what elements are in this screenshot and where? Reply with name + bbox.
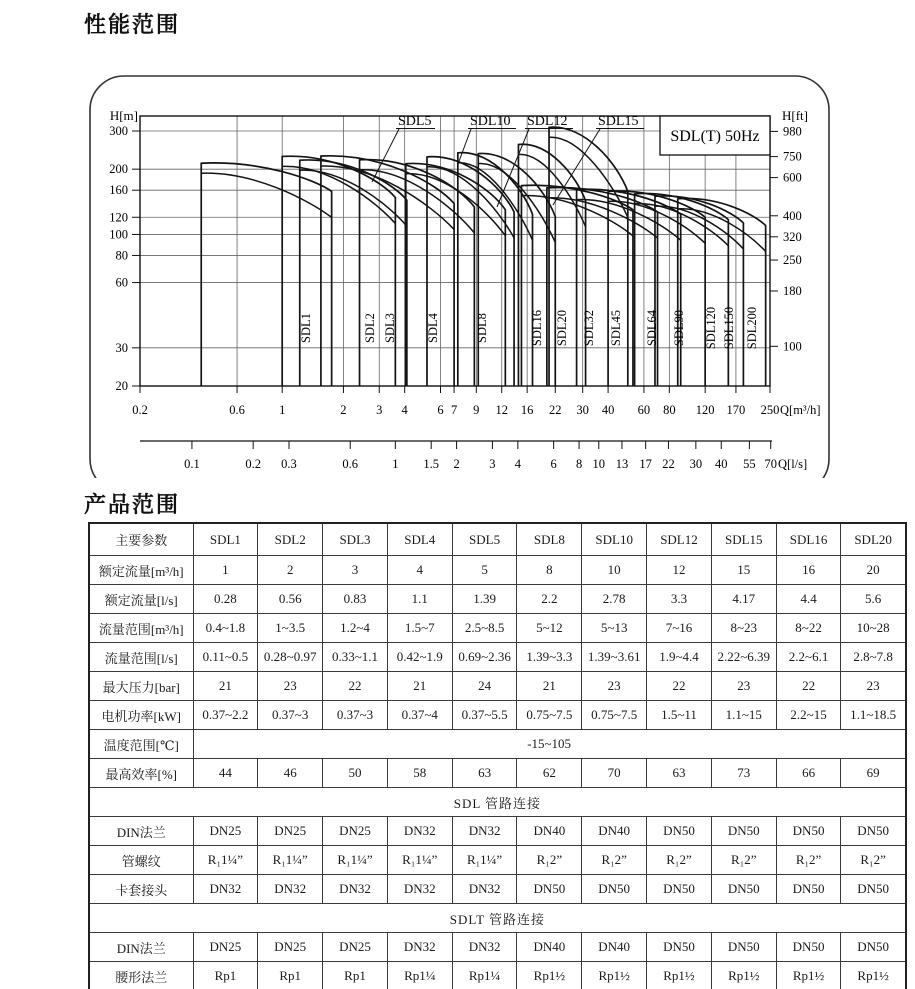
- value-cell: 7~16: [647, 614, 712, 643]
- callout-label-sdl5: SDL5: [398, 114, 432, 129]
- value-cell: DN25: [193, 817, 258, 846]
- y-tick-label-right: 980: [783, 124, 802, 139]
- value-cell: 5~13: [582, 614, 647, 643]
- value-cell: 0.37~4: [387, 701, 452, 730]
- row-label: 腰形法兰: [89, 962, 193, 989]
- value-cell: 1.5~11: [647, 701, 712, 730]
- value-cell: Rp1¼: [387, 962, 452, 989]
- value-cell: 23: [841, 672, 906, 701]
- pump-envelope-sdl16: [478, 153, 555, 386]
- pump-envelope-sdl20: [549, 127, 628, 386]
- value-cell: 0.37~3: [258, 701, 323, 730]
- value-cell: DN50: [841, 933, 906, 962]
- pump-envelope-sdl90: [608, 191, 705, 386]
- value-cell: 58: [387, 759, 452, 788]
- x-tick-label-m3h: 30: [576, 403, 589, 417]
- x-tick-label-ls: 55: [743, 457, 756, 471]
- value-cell: DN50: [841, 875, 906, 904]
- table-row: [89, 672, 906, 701]
- x-tick-label-ls: 13: [615, 457, 629, 471]
- y-axis-left-title: H[m]: [109, 108, 138, 123]
- x-tick-label-m3h: 4: [401, 403, 408, 417]
- callout-label-sdl10: SDL10: [470, 114, 511, 129]
- curve-label-sdl45: SDL45: [609, 309, 623, 347]
- value-cell: DN32: [452, 875, 517, 904]
- model-header: SDL1: [193, 523, 258, 556]
- callout-label-sdl12: SDL12: [527, 114, 568, 129]
- value-cell: DN40: [582, 817, 647, 846]
- value-cell: 24: [452, 672, 517, 701]
- x-tick-label-m3h: 40: [601, 403, 615, 417]
- value-cell: 4: [387, 556, 452, 585]
- value-cell: R₁1¼”: [452, 846, 517, 875]
- value-cell: 0.33~1.1: [323, 643, 388, 672]
- value-cell: DN50: [517, 875, 582, 904]
- value-cell: DN32: [387, 933, 452, 962]
- y-tick-label-left: 30: [115, 340, 128, 355]
- x-tick-label-ls: 0.3: [281, 457, 297, 471]
- row-label: 最大压力[bar]: [89, 672, 193, 701]
- x-tick-label-ls: 40: [715, 457, 728, 471]
- value-cell: 22: [776, 672, 841, 701]
- curve-label-sdl64: SDL64: [645, 309, 659, 347]
- value-cell: R₁1¼”: [323, 846, 388, 875]
- model-header: SDL10: [582, 523, 647, 556]
- x-tick-label-ls: 1: [392, 457, 399, 471]
- curve-label-sdl200: SDL200: [745, 306, 759, 350]
- value-cell: 0.42~1.9: [387, 643, 452, 672]
- value-cell: 63: [452, 759, 517, 788]
- value-cell: 1.39~3.61: [582, 643, 647, 672]
- product-section-title: 产品范围: [84, 493, 181, 518]
- value-cell: R₁2”: [841, 846, 906, 875]
- value-cell: 50: [323, 759, 388, 788]
- chart-corner-label: SDL(T) 50Hz: [670, 128, 760, 145]
- performance-chart: [0, 38, 915, 478]
- performance-section-title: 性能范围: [84, 13, 181, 38]
- value-cell: 63: [647, 759, 712, 788]
- x-tick-label-ls: 0.2: [245, 457, 261, 471]
- table-row: [89, 817, 906, 846]
- value-cell: 1.1~18.5: [841, 701, 906, 730]
- x-tick-label-ls: 3: [489, 457, 496, 471]
- model-header: SDL15: [711, 523, 776, 556]
- y-tick-label-left: 300: [109, 124, 128, 138]
- curve-label-sdl90: SDL90: [672, 309, 686, 347]
- table-row: [89, 846, 906, 875]
- value-cell: DN40: [517, 933, 582, 962]
- value-cell: 1: [193, 556, 258, 585]
- curve-label-sdl1: SDL1: [299, 313, 313, 343]
- value-cell: DN50: [647, 933, 712, 962]
- pump-envelope-sdl1: [201, 163, 331, 386]
- pump-envelope-sdl15: [518, 144, 585, 386]
- value-cell: 0.28: [193, 585, 258, 614]
- pump-envelope-sdl8: [406, 163, 506, 386]
- pump-envelope-sdl200: [678, 198, 766, 386]
- value-cell: 69: [841, 759, 906, 788]
- value-cell: DN50: [776, 933, 841, 962]
- x-tick-label-m3h: 22: [549, 403, 562, 417]
- curve-label-sdl32: SDL32: [582, 309, 596, 347]
- value-cell: 23: [258, 672, 323, 701]
- x-tick-label-ls: 30: [689, 457, 703, 471]
- y-tick-label-right: 250: [783, 253, 802, 268]
- product-range-table: [88, 522, 907, 989]
- value-cell: 1.9~4.4: [647, 643, 712, 672]
- x-tick-label-m3h: 9: [473, 403, 480, 417]
- value-cell: DN40: [517, 817, 582, 846]
- model-header: SDL16: [776, 523, 841, 556]
- value-cell: 1.1: [387, 585, 452, 614]
- curve-label-sdl150: SDL150: [722, 306, 736, 350]
- value-cell: 46: [258, 759, 323, 788]
- x-tick-label-ls: 2: [453, 457, 460, 471]
- model-header: SDL3: [323, 523, 388, 556]
- value-cell: DN25: [258, 933, 323, 962]
- row-label: DIN法兰: [89, 817, 193, 846]
- value-cell: DN32: [193, 875, 258, 904]
- value-cell: DN25: [258, 817, 323, 846]
- curve-label-sdl2: SDL2: [363, 313, 377, 343]
- row-label: 温度范围[℃]: [89, 730, 193, 759]
- value-cell: R₁1¼”: [258, 846, 323, 875]
- value-cell: R₁2”: [582, 846, 647, 875]
- value-cell: 0.75~7.5: [517, 701, 582, 730]
- value-cell: 2.5~8.5: [452, 614, 517, 643]
- table-row: [89, 875, 906, 904]
- callout-leader-line: [458, 129, 471, 164]
- x-tick-label-m3h: 3: [376, 403, 383, 417]
- x-tick-label-m3h: 0.6: [229, 403, 245, 417]
- x-tick-label-ls: 6: [550, 457, 557, 471]
- value-cell: Rp1¼: [452, 962, 517, 989]
- row-label: DIN法兰: [89, 933, 193, 962]
- value-cell: 21: [193, 672, 258, 701]
- value-cell: Rp1: [323, 962, 388, 989]
- x-tick-label-m3h: 16: [520, 403, 534, 417]
- pump-inner-curve-sdl1: [201, 173, 331, 217]
- row-label: 流量范围[l/s]: [89, 643, 193, 672]
- model-header: SDL2: [258, 523, 323, 556]
- value-cell: Rp1½: [517, 962, 582, 989]
- x-tick-label-ls: 17: [639, 457, 652, 471]
- curve-label-sdl3: SDL3: [383, 313, 397, 343]
- value-cell: 1.5~7: [387, 614, 452, 643]
- value-cell: 22: [647, 672, 712, 701]
- value-cell: 2.22~6.39: [711, 643, 776, 672]
- value-cell: DN50: [776, 817, 841, 846]
- row-label: 额定流量[l/s]: [89, 585, 193, 614]
- x-tick-label-m3h: 0.2: [132, 403, 148, 417]
- value-cell: 15: [711, 556, 776, 585]
- x-tick-label-m3h: 250: [760, 403, 780, 417]
- x-axis-title-m3h: Q[m³/h]: [780, 403, 821, 417]
- table-header-row: [89, 523, 906, 556]
- x-tick-label-ls: 1.5: [423, 457, 439, 471]
- value-cell: DN50: [647, 875, 712, 904]
- table-row: [89, 701, 906, 730]
- value-cell: DN32: [387, 875, 452, 904]
- x-tick-label-m3h: 2: [340, 403, 347, 417]
- value-cell: R₁2”: [647, 846, 712, 875]
- y-tick-label-left: 100: [109, 227, 128, 242]
- model-header: SDL8: [517, 523, 582, 556]
- value-cell: 16: [776, 556, 841, 585]
- x-tick-label-ls: 4: [514, 457, 521, 471]
- value-cell: DN32: [452, 817, 517, 846]
- value-cell: 10: [582, 556, 647, 585]
- row-label: 电机功率[kW]: [89, 701, 193, 730]
- value-cell: 0.56: [258, 585, 323, 614]
- value-cell: DN50: [841, 817, 906, 846]
- curve-label-sdl120: SDL120: [704, 306, 718, 350]
- curve-label-sdl20: SDL20: [555, 309, 569, 347]
- value-cell: DN50: [711, 933, 776, 962]
- model-header: SDL4: [387, 523, 452, 556]
- value-cell: DN40: [582, 933, 647, 962]
- model-header: SDL5: [452, 523, 517, 556]
- value-cell: 4.17: [711, 585, 776, 614]
- performance-chart-wrap: [0, 38, 915, 478]
- model-header: SDL12: [647, 523, 712, 556]
- value-cell: Rp1: [258, 962, 323, 989]
- value-cell: DN32: [258, 875, 323, 904]
- table-row: [89, 614, 906, 643]
- value-cell: 8~23: [711, 614, 776, 643]
- x-tick-label-m3h: 120: [695, 403, 715, 417]
- value-cell: 66: [776, 759, 841, 788]
- value-cell: 0.4~1.8: [193, 614, 258, 643]
- table-row: [89, 585, 906, 614]
- row-label: 流量范围[m³/h]: [89, 614, 193, 643]
- table-row: [89, 556, 906, 585]
- value-cell: R₁1¼”: [387, 846, 452, 875]
- value-cell: 1.39~3.3: [517, 643, 582, 672]
- value-cell: 21: [387, 672, 452, 701]
- value-cell: 0.11~0.5: [193, 643, 258, 672]
- value-cell: 22: [323, 672, 388, 701]
- value-cell: 5~12: [517, 614, 582, 643]
- y-tick-label-right: 750: [783, 149, 802, 164]
- value-cell: 0.83: [323, 585, 388, 614]
- value-cell: R₁2”: [776, 846, 841, 875]
- value-cell: Rp1½: [841, 962, 906, 989]
- y-tick-label-right: 180: [783, 283, 802, 298]
- value-cell: Rp1½: [776, 962, 841, 989]
- value-cell: 2.2: [517, 585, 582, 614]
- x-tick-label-ls: 70: [764, 457, 777, 471]
- value-cell: DN32: [452, 933, 517, 962]
- x-tick-label-m3h: 170: [726, 403, 746, 417]
- x-tick-label-ls: 0.1: [184, 457, 200, 471]
- y-tick-label-right: 600: [783, 170, 802, 185]
- value-cell: 1.1~15: [711, 701, 776, 730]
- value-cell: 5: [452, 556, 517, 585]
- value-cell: Rp1½: [711, 962, 776, 989]
- value-cell: DN25: [323, 933, 388, 962]
- value-cell: 2.2~6.1: [776, 643, 841, 672]
- value-cell: 2.2~15: [776, 701, 841, 730]
- value-cell: 73: [711, 759, 776, 788]
- y-tick-label-left: 20: [115, 379, 128, 393]
- x-tick-label-m3h: 12: [495, 403, 508, 417]
- value-cell: 0.37~5.5: [452, 701, 517, 730]
- x-tick-label-ls: 22: [662, 457, 675, 471]
- row-label: 最高效率[%]: [89, 759, 193, 788]
- value-cell: 1~3.5: [258, 614, 323, 643]
- value-cell: DN25: [323, 817, 388, 846]
- x-tick-label-ls: 10: [592, 457, 606, 471]
- value-cell: DN50: [711, 817, 776, 846]
- value-cell: 0.75~7.5: [582, 701, 647, 730]
- value-cell: 0.37~2.2: [193, 701, 258, 730]
- value-cell: 8: [517, 556, 582, 585]
- x-tick-label-m3h: 60: [637, 403, 651, 417]
- value-cell: DN50: [647, 817, 712, 846]
- y-tick-label-right: 400: [783, 208, 802, 223]
- value-cell: 0.28~0.97: [258, 643, 323, 672]
- row-label: 卡套接头: [89, 875, 193, 904]
- value-cell: 1.2~4: [323, 614, 388, 643]
- value-cell: 23: [711, 672, 776, 701]
- y-tick-label-right: 100: [783, 339, 802, 354]
- y-tick-label-left: 80: [115, 248, 128, 263]
- row-label: 额定流量[m³/h]: [89, 556, 193, 585]
- value-cell: 21: [517, 672, 582, 701]
- value-cell: Rp1: [193, 962, 258, 989]
- merged-value: -15~105: [193, 730, 906, 759]
- section-header: SDLT 管路连接: [89, 904, 906, 933]
- value-cell: 44: [193, 759, 258, 788]
- y-tick-label-right: 320: [783, 229, 802, 244]
- value-cell: 2.8~7.8: [841, 643, 906, 672]
- value-cell: 20: [841, 556, 906, 585]
- curve-label-sdl16: SDL16: [530, 309, 544, 347]
- value-cell: 1.39: [452, 585, 517, 614]
- x-axis-title-ls: Q[l/s]: [778, 457, 808, 471]
- table-row: [89, 788, 906, 817]
- value-cell: 8~22: [776, 614, 841, 643]
- table-row: [89, 730, 906, 759]
- x-tick-label-ls: 8: [575, 457, 583, 471]
- model-header: SDL20: [841, 523, 906, 556]
- y-tick-label-left: 160: [109, 183, 128, 198]
- value-cell: R₁2”: [517, 846, 582, 875]
- value-cell: Rp1½: [647, 962, 712, 989]
- y-tick-label-left: 200: [109, 162, 128, 177]
- value-cell: DN32: [387, 817, 452, 846]
- value-cell: R₁2”: [711, 846, 776, 875]
- value-cell: DN32: [323, 875, 388, 904]
- value-cell: Rp1½: [582, 962, 647, 989]
- value-cell: DN25: [193, 933, 258, 962]
- value-cell: 12: [647, 556, 712, 585]
- curve-label-sdl8: SDL8: [475, 313, 489, 343]
- x-tick-label-m3h: 1: [279, 403, 286, 417]
- callout-label-sdl15: SDL15: [598, 114, 639, 129]
- value-cell: 2.78: [582, 585, 647, 614]
- table-row: [89, 933, 906, 962]
- value-cell: R₁1¼”: [193, 846, 258, 875]
- value-cell: 70: [582, 759, 647, 788]
- value-cell: 5.6: [841, 585, 906, 614]
- section-header: SDL 管路连接: [89, 788, 906, 817]
- y-tick-label-left: 120: [109, 210, 128, 225]
- curve-label-sdl4: SDL4: [426, 313, 440, 343]
- value-cell: 4.4: [776, 585, 841, 614]
- x-tick-label-m3h: 7: [450, 403, 458, 417]
- value-cell: DN50: [776, 875, 841, 904]
- value-cell: 0.37~3: [323, 701, 388, 730]
- table-row: [89, 759, 906, 788]
- value-cell: DN50: [711, 875, 776, 904]
- x-tick-label-m3h: 6: [437, 403, 444, 417]
- row-label: 管螺纹: [89, 846, 193, 875]
- callout-leader-line: [372, 129, 399, 182]
- value-cell: 23: [582, 672, 647, 701]
- value-cell: 10~28: [841, 614, 906, 643]
- param-header: 主要参数: [89, 523, 193, 556]
- value-cell: 2: [258, 556, 323, 585]
- y-tick-label-left: 60: [115, 275, 128, 290]
- value-cell: DN50: [582, 875, 647, 904]
- value-cell: 3: [323, 556, 388, 585]
- x-tick-label-m3h: 80: [663, 403, 676, 417]
- table-row: [89, 962, 906, 989]
- value-cell: 3.3: [647, 585, 712, 614]
- y-axis-right-title: H[ft]: [782, 108, 808, 123]
- value-cell: 62: [517, 759, 582, 788]
- x-tick-label-ls: 0.6: [342, 457, 359, 471]
- table-row: [89, 904, 906, 933]
- value-cell: 0.69~2.36: [452, 643, 517, 672]
- table-row: [89, 643, 906, 672]
